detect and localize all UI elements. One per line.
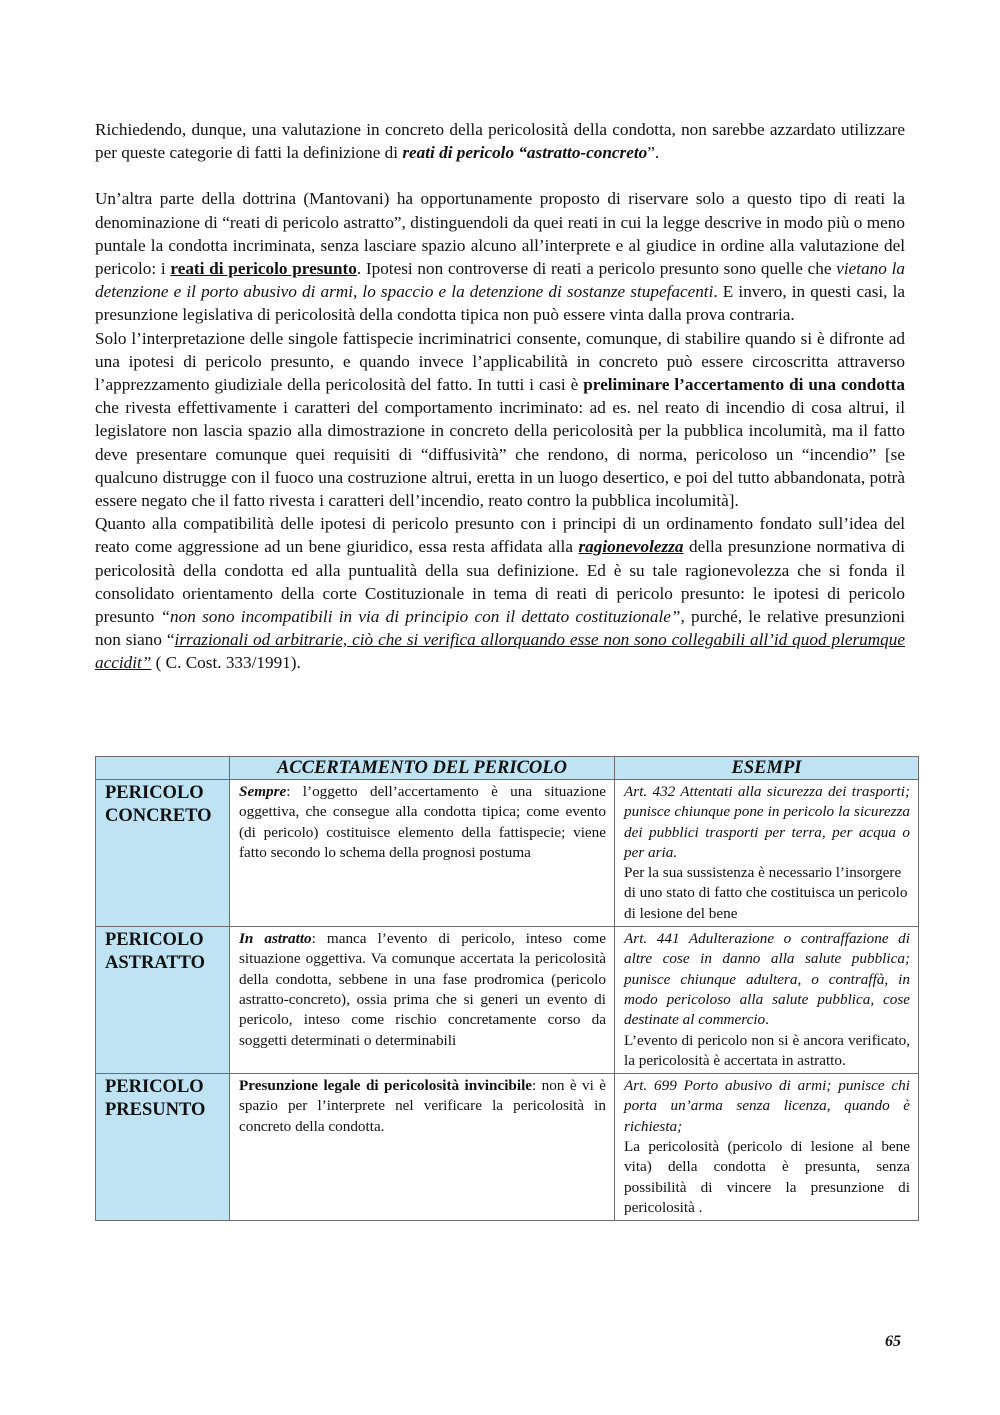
text: Richiedendo, dunque, una valutazione in concreto della pericolosità della condotta, non sarebbe azzardato utilizzare per queste categorie di fatti la definizione di: [95, 120, 905, 163]
comparison-table: [95, 756, 919, 1221]
table-row: [96, 780, 919, 927]
label-line: ASTRATTO: [105, 953, 206, 974]
document-body: [95, 118, 905, 675]
cell-text: L’evento di pericolo non si è ancora verificato, la pericolosità è accertata in astratto.: [624, 1031, 910, 1069]
cell-text: : non è vi è spazio per l’interprete nel verificare la pericolosità in concreto della condotta.: [239, 1077, 606, 1135]
table-header-row: [96, 757, 919, 780]
accertamento-cell: [230, 1074, 615, 1221]
header-esempi: ESEMPI: [615, 757, 919, 780]
bold-text: preliminare l’accertamento di una condotta: [583, 375, 906, 395]
text: Solo l’interpretazione delle singole fattispecie incriminatrici consente, comunque, di stabilire quando si è difronte ad una ipotesi di pericolo presunto, e quando invece l’applicabilità in concreto può essere circoscritta attraverso l’apprezzamento giudiziale della pericolosità del fatto. In tutti i casi è: [95, 328, 905, 395]
punctuation: .: [765, 1011, 769, 1029]
esempi-cell: [615, 927, 919, 1074]
label-line: PERICOLO: [105, 783, 204, 803]
article-citation: Art. 432 Attentati alla sicurezza dei trasporti; punisce chiunque pone in pericolo la sicurezza dei pubblici trasporti per terra, per acqua o per aria.: [624, 783, 910, 861]
cell-lead: Sempre: [239, 783, 287, 800]
label-line: PERICOLO: [105, 1077, 204, 1098]
cell-lead: Presunzione legale di pericolosità invincibile: [239, 1077, 533, 1095]
label-line: CONCRETO: [105, 806, 212, 826]
header-blank: [96, 757, 230, 780]
label-line: PRESUNTO: [105, 1100, 206, 1121]
quotation: “non sono incompatibili in via di principio con il dettato costituzionale”,: [160, 607, 685, 627]
row-label: [96, 780, 230, 927]
emphasis-term: reati di pericolo “astratto-concreto: [402, 143, 648, 163]
text: . Ipotesi non controverse di reati a pericolo presunto sono quelle che: [356, 259, 837, 279]
table-row: [96, 1074, 919, 1221]
paragraph-1: [95, 118, 905, 164]
esempi-cell: [615, 780, 919, 927]
text: . E invero, in questi casi, la presunzione legislativa di pericolosità della condotta tipica non può essere vinta dalla prova contraria.: [95, 282, 905, 325]
text: della presunzione normativa di pericolosità della condotta ed alla puntualità della sua definizione. Ed è su tale ragionevolezza che si fonda il consolidato orientamento della corte Costituzionale in tema di reati di pericolo presunto: le ipotesi di pericolo presunto: [95, 537, 905, 627]
citation: ( C. Cost. 333/1991).: [151, 653, 301, 673]
row-label: [96, 927, 230, 1074]
cell-text: : l’oggetto dell’accertamento è una situazione oggettiva, che consegue alla condotta tipica; come evento (di pericolo) costituisce elemento della fattispecie; viene fatto secondo lo schema della prognosi postuma: [239, 783, 606, 861]
text: ”.: [647, 143, 660, 163]
cell-lead: In astratto: [239, 930, 312, 948]
header-accertamento: ACCERTAMENTO DEL PERICOLO: [230, 757, 615, 780]
text: Quanto alla compatibilità delle ipotesi di pericolo presunto con i principi di un ordinamento fondato sull’idea del reato come aggressione ad un bene giuridico, essa resta affidata alla: [95, 514, 905, 557]
emphasis-term: ragionevolezza: [578, 537, 684, 557]
paragraph-2: [95, 187, 905, 326]
text: che rivesta effettivamente i caratteri del comportamento incriminato: ad es. nel reato di incendio di cosa altrui, il legislatore non lascia spazio alla dimostrazione in concreto della pericolosità per la pubblica incolumità, ma il fatto deve presentare comunque quei requisiti di “diffusività” che rendono, di norma, pericoloso un “incendio” [se qualcuno distrugge con il fuoco una costruzione altrui, eretta in un luogo desertico, e poi del tutto abbandonata, potrà essere negato che il fatto rivesta i caratteri dell’incendio, reato contro la pubblica incolumità].: [95, 398, 905, 511]
article-citation: Art. 699 Porto abusivo di armi; punisce chi porta un’arma senza licenza, quando è richiesta;: [624, 1077, 910, 1135]
cell-text: : manca l’evento di pericolo, inteso come situazione oggettiva. Va comunque accertata la pericolosità della condotta, sebbene in una fase prodromica (pericolo astratto-concreto), ossia prima che si generi un evento di pericolo, inteso come rischio concretamente corso da soggetti determinati o determinabili: [239, 930, 606, 1049]
accertamento-cell: [230, 780, 615, 927]
paragraph-3: [95, 327, 905, 513]
text: Un’altra parte della dottrina (Mantovani) ha opportunamente proposto di riservare solo a questo tipo di reati la denominazione di “reati di pericolo astratto”, distinguendoli da quei reati in cui la legge descrive in modo più o meno puntale la condotta incriminata, senza lasciare spazio alcuno all’interprete e al giudice in ordine alla valutazione del pericolo: i: [95, 189, 905, 279]
esempi-cell: [615, 1074, 919, 1221]
accertamento-cell: [230, 927, 615, 1074]
quotation-underlined: irrazionali od arbitrarie, ciò che si verifica allorquando esse non sono collegabili all’id quod plerumque accidit”: [95, 630, 905, 673]
cell-text: Per la sua sussistenza è necessario l’insorgere di uno stato di fatto che costituisca un pericolo di lesione del bene: [624, 864, 908, 922]
emphasis-term: reati di pericolo presunto: [170, 259, 357, 279]
article-citation: Art. 441 Adulterazione o contraffazione di altre cose in danno alla salute pubblica; punisce chiunque adultera, o contraffà, in modo pericoloso alla salute pubblica, cose destinate al commercio: [624, 930, 910, 1029]
page-number: 65: [885, 1333, 901, 1350]
row-label: [96, 1074, 230, 1221]
italic-text: vietano la detenzione e il porto abusivo di armi, lo spaccio e la detenzione di sostanze stupefacenti: [95, 259, 905, 302]
label-line: PERICOLO: [105, 930, 204, 951]
text: purché, le relative presunzioni non siano “: [95, 607, 905, 650]
cell-text: La pericolosità (pericolo di lesione al bene vita) della condotta è presunta, senza possibilità di vincere la presunzione di pericolosità .: [624, 1138, 910, 1216]
table-row: [96, 927, 919, 1074]
paragraph-4: [95, 512, 905, 674]
